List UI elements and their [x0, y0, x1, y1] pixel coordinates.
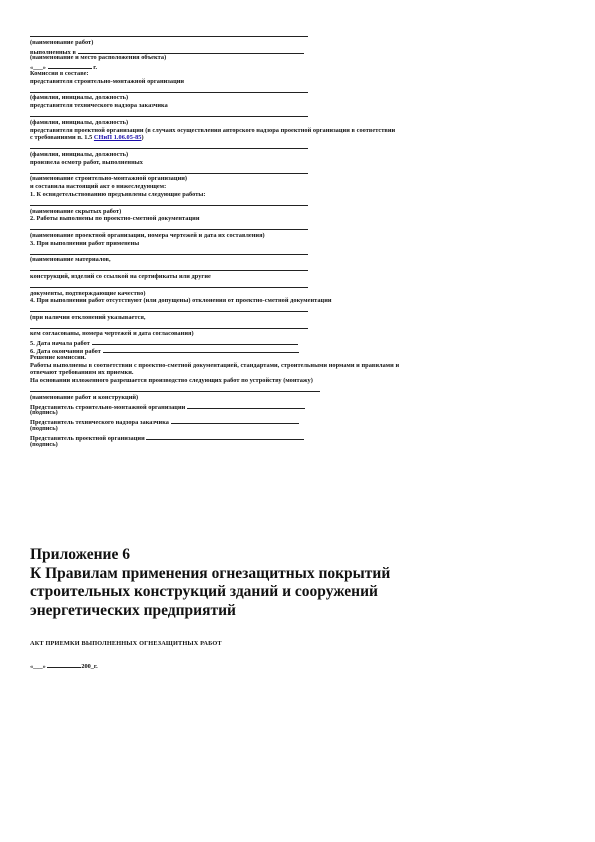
date-year: г. [93, 64, 98, 72]
label-customer-sign: Представитель технического надзора заказчика [30, 419, 169, 427]
appendix-title-line: энергетических предприятий [30, 601, 236, 619]
caption-documents: документы, подтверждающие качество) [30, 289, 146, 297]
signature-customer [30, 417, 530, 425]
blank-line [92, 338, 298, 345]
caption-signature: (подпись) [30, 425, 58, 433]
appendix-title-line: строительных конструкций зданий и сооружений [30, 583, 378, 600]
blank-line [30, 30, 308, 37]
caption-materials: (наименование материалов, [30, 256, 111, 264]
text-close-paren: ) [141, 134, 144, 142]
label-construction-sign: Представитель строительно-монтажной организации [30, 403, 186, 411]
label-performed-in: выполненных в [30, 48, 76, 56]
caption-hidden-works: (наименование скрытых работ) [30, 207, 122, 215]
blank-line [30, 264, 308, 271]
blank-line [30, 223, 308, 230]
field-date [30, 62, 530, 70]
item-4: 4. При выполнении работ отсутствуют (или допущены) отклонения от проектно-сметной документации [30, 297, 332, 305]
blank-line [30, 142, 308, 149]
signature-design [30, 433, 530, 441]
label-construction-rep: представителя строительно-монтажной организации [30, 77, 185, 85]
caption-design-org: (наименование проектной организации, номера чертежей и дата их составления) [30, 231, 265, 239]
blank-line [30, 385, 320, 392]
item-1: 1. К освидетельствованию предъявлены следующие работы: [30, 190, 206, 198]
blank-line [30, 86, 308, 93]
act-form [30, 30, 530, 448]
act-title: АКТ ПРИЕМКИ ВЫПОЛНЕННЫХ ОГНЕЗАЩИТНЫХ РАБОТ [30, 640, 222, 647]
act-date-year: 200_г. [81, 663, 98, 670]
label-inspection: произвела осмотр работ, выполненных [30, 158, 143, 166]
blank-line [30, 281, 308, 288]
label-end-date: 6. Дата окончания работ [30, 348, 101, 356]
decision-text: Работы выполнены в соответствии с проектно-сметной документацией, стандартами, строительными нормами и правилами и [30, 361, 400, 369]
blank-line [30, 322, 308, 329]
caption-approved-by: кем согласованы, номера чертежей и дата согласования) [30, 330, 194, 338]
item-5 [30, 338, 530, 346]
caption-works-structures: (наименование работ и конструкций) [30, 393, 139, 401]
label-design-sign: Представитель проектной организации [30, 434, 145, 442]
label-customer-rep: представителя технического надзора заказчика [30, 102, 168, 110]
label-start-date: 5. Дата начала работ [30, 340, 90, 348]
blank-line [30, 110, 308, 117]
text-act-compiled: и составила настоящий акт о нижеследующем: [30, 183, 167, 191]
permission-text: На основании изложенного разрешается производство следующих работ по устройству (монтажу) [30, 377, 313, 385]
caption-deviations: (при наличии отклонений указывается, [30, 313, 146, 321]
decision-heading: Решение комиссии. [30, 353, 87, 361]
blank-line [30, 199, 308, 206]
act-date [30, 661, 98, 670]
signature-construction [30, 402, 530, 410]
caption-organization: (наименование строительно-монтажной организации) [30, 175, 188, 183]
appendix-title-line: К Правилам применения огнезащитных покрытий [30, 564, 391, 582]
appendix-heading [30, 546, 550, 620]
decision-text-cont: отвечают требованиям их приемки. [30, 369, 134, 377]
caption-object: (наименование и место расположения объекта) [30, 54, 167, 62]
caption-works: (наименование работ) [30, 38, 94, 46]
date-quote: «___» [30, 64, 46, 72]
commission-label: Комиссия в составе: [30, 69, 89, 77]
snip-link[interactable]: СНиП 1.06.05-85 [93, 134, 142, 142]
label-design-rep-cont [30, 134, 530, 142]
blank-line [48, 62, 92, 69]
blank-line [78, 47, 304, 54]
item-3: 3. При выполнении работ применены [30, 239, 140, 247]
caption-signature: (подпись) [30, 409, 58, 417]
caption-signature: (подпись) [30, 440, 58, 448]
item-6 [30, 346, 530, 354]
text-requirements: с требованиями п. 1.5 [30, 134, 93, 142]
caption-name: (фамилия, инициалы, должность) [30, 150, 129, 158]
signature-line [187, 402, 305, 409]
appendix-number: Приложение 6 [30, 546, 130, 563]
caption-name: (фамилия, инициалы, должность) [30, 94, 129, 102]
label-design-rep: представителя проектной организации (в случаях осуществления авторского надзора проектной организации в соответствии [30, 126, 396, 134]
caption-structures: конструкций, изделий со ссылкой на сертификаты или другие [30, 272, 211, 280]
signature-line [171, 417, 299, 424]
signature-line [146, 433, 304, 440]
blank-line [30, 167, 308, 174]
caption-name: (фамилия, инициалы, должность) [30, 118, 129, 126]
blank-line [30, 305, 308, 312]
act-date-quote: «___» [30, 663, 46, 670]
item-2: 2. Работы выполнены по проектно-сметной документации [30, 215, 200, 223]
blank-line [103, 346, 299, 353]
field-performed-in [30, 47, 530, 55]
blank-line [30, 248, 308, 255]
blank-line [47, 661, 81, 668]
